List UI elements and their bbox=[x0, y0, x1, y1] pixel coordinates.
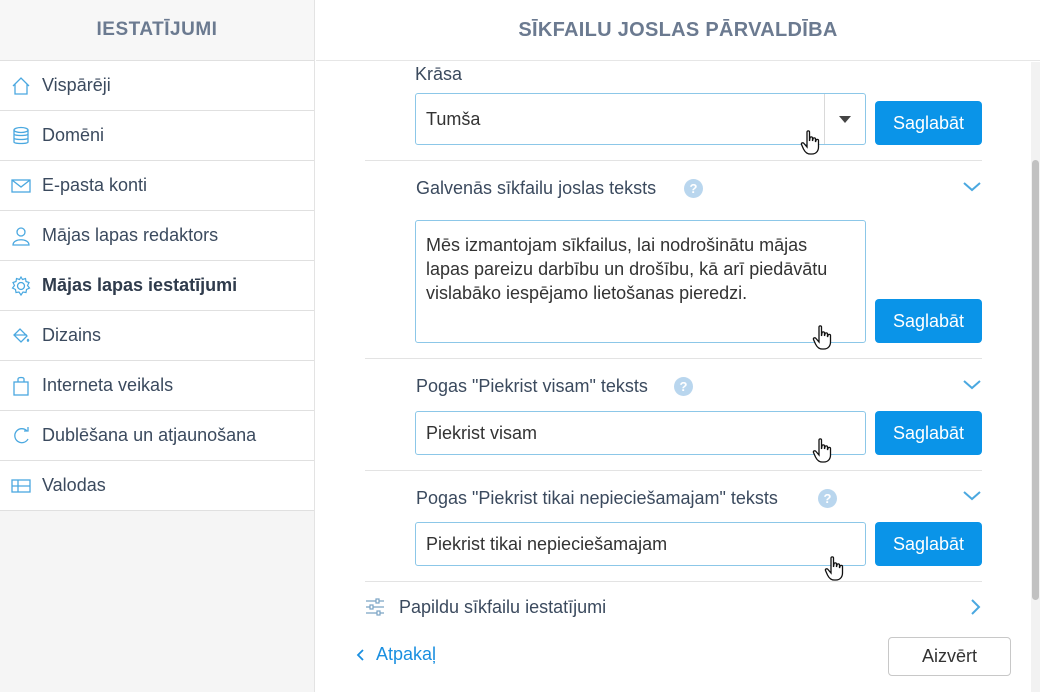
sidebar-item-design[interactable] bbox=[0, 311, 314, 361]
help-icon[interactable]: ? bbox=[684, 179, 703, 198]
save-main-text-button[interactable]: Saglabāt bbox=[875, 299, 982, 343]
sidebar-item-label: Mājas lapas redaktors bbox=[42, 225, 219, 245]
save-accept-all-button[interactable]: Saglabāt bbox=[875, 411, 982, 455]
chevron-right-icon[interactable] bbox=[969, 598, 981, 616]
main-content bbox=[316, 62, 1030, 692]
main-text-textarea[interactable]: Mēs izmantojam sīkfailus, lai nodrošinātu mājas lapas pareizu darbību un drošību, kā arī piedāvātu vislabāko iespējamo lietošanas pieredzi. bbox=[415, 220, 866, 343]
sidebar-item-label: Mājas lapas iestatījumi bbox=[42, 275, 238, 295]
scroll-thumb[interactable] bbox=[1032, 160, 1039, 600]
chevron-down-icon[interactable] bbox=[962, 378, 982, 392]
chevron-down-icon[interactable] bbox=[962, 180, 982, 194]
sidebar-item-label: Vispārēji bbox=[42, 75, 111, 95]
home-icon bbox=[10, 75, 32, 97]
help-icon[interactable]: ? bbox=[674, 377, 693, 396]
main-text-label: Galvenās sīkfailu joslas teksts bbox=[416, 178, 657, 198]
save-accept-necessary-button[interactable]: Saglabāt bbox=[875, 522, 982, 566]
accept-necessary-label: Pogas "Piekrist tikai nepieciešamajam" teksts bbox=[416, 488, 778, 508]
divider bbox=[365, 581, 982, 582]
chevron-left-icon bbox=[354, 648, 368, 662]
sidebar-header bbox=[0, 0, 314, 61]
sidebar-title: IESTATĪJUMI bbox=[96, 19, 218, 40]
sidebar-item-website-settings[interactable] bbox=[0, 261, 314, 311]
sidebar-item-label: Valodas bbox=[42, 475, 106, 495]
accept-necessary-input[interactable]: Piekrist tikai nepieciešamajam bbox=[415, 522, 866, 566]
sidebar-item-languages[interactable] bbox=[0, 461, 314, 511]
divider bbox=[365, 160, 982, 161]
shopping-bag-icon bbox=[10, 375, 32, 397]
hand-cursor-icon bbox=[812, 325, 834, 351]
accept-all-input[interactable]: Piekrist visam bbox=[415, 411, 866, 455]
accept-all-label: Pogas "Piekrist visam" teksts bbox=[416, 376, 648, 396]
scrollbar[interactable] bbox=[1031, 62, 1040, 692]
sliders-icon bbox=[365, 598, 385, 616]
save-color-button[interactable]: Saglabāt bbox=[875, 101, 982, 145]
sidebar bbox=[0, 0, 315, 692]
sidebar-item-domains[interactable] bbox=[0, 111, 314, 161]
sidebar-item-label: Interneta veikals bbox=[42, 375, 174, 395]
mail-icon bbox=[10, 175, 32, 197]
divider bbox=[365, 470, 982, 471]
page-header bbox=[316, 0, 1040, 61]
back-link[interactable] bbox=[354, 644, 436, 665]
divider bbox=[365, 358, 982, 359]
sidebar-item-label: Domēni bbox=[42, 125, 105, 145]
database-icon bbox=[10, 125, 32, 147]
dropdown-arrow-icon[interactable] bbox=[824, 94, 865, 144]
sidebar-item-label: Dublēšana un atjaunošana bbox=[42, 425, 257, 445]
color-select-value: Tumša bbox=[426, 108, 481, 129]
refresh-icon bbox=[10, 425, 32, 447]
back-label: Atpakaļ bbox=[376, 644, 437, 664]
sidebar-item-label: E-pasta konti bbox=[42, 175, 148, 195]
sidebar-item-label: Dizains bbox=[42, 325, 102, 345]
grid-icon bbox=[10, 475, 32, 497]
hand-cursor-icon bbox=[812, 438, 834, 464]
hand-cursor-icon bbox=[824, 556, 846, 582]
help-icon[interactable]: ? bbox=[818, 489, 837, 508]
paint-bucket-icon bbox=[10, 325, 32, 347]
extra-cookie-settings-row[interactable] bbox=[365, 592, 982, 622]
sidebar-item-shop[interactable] bbox=[0, 361, 314, 411]
close-button[interactable]: Aizvērt bbox=[888, 637, 1011, 676]
page-title: SĪKFAILU JOSLAS PĀRVALDĪBA bbox=[518, 18, 838, 41]
extra-cookie-settings-label: Papildu sīkfailu iestatījumi bbox=[399, 596, 607, 617]
sidebar-item-backup[interactable] bbox=[0, 411, 314, 461]
user-icon bbox=[10, 225, 32, 247]
sidebar-item-email[interactable] bbox=[0, 161, 314, 211]
color-select[interactable] bbox=[415, 93, 866, 145]
hand-cursor-icon bbox=[800, 130, 822, 156]
chevron-down-icon[interactable] bbox=[962, 489, 982, 503]
gear-icon bbox=[10, 275, 32, 297]
color-label: Krāsa bbox=[415, 64, 463, 84]
sidebar-item-general[interactable] bbox=[0, 61, 314, 111]
sidebar-item-editor[interactable] bbox=[0, 211, 314, 261]
